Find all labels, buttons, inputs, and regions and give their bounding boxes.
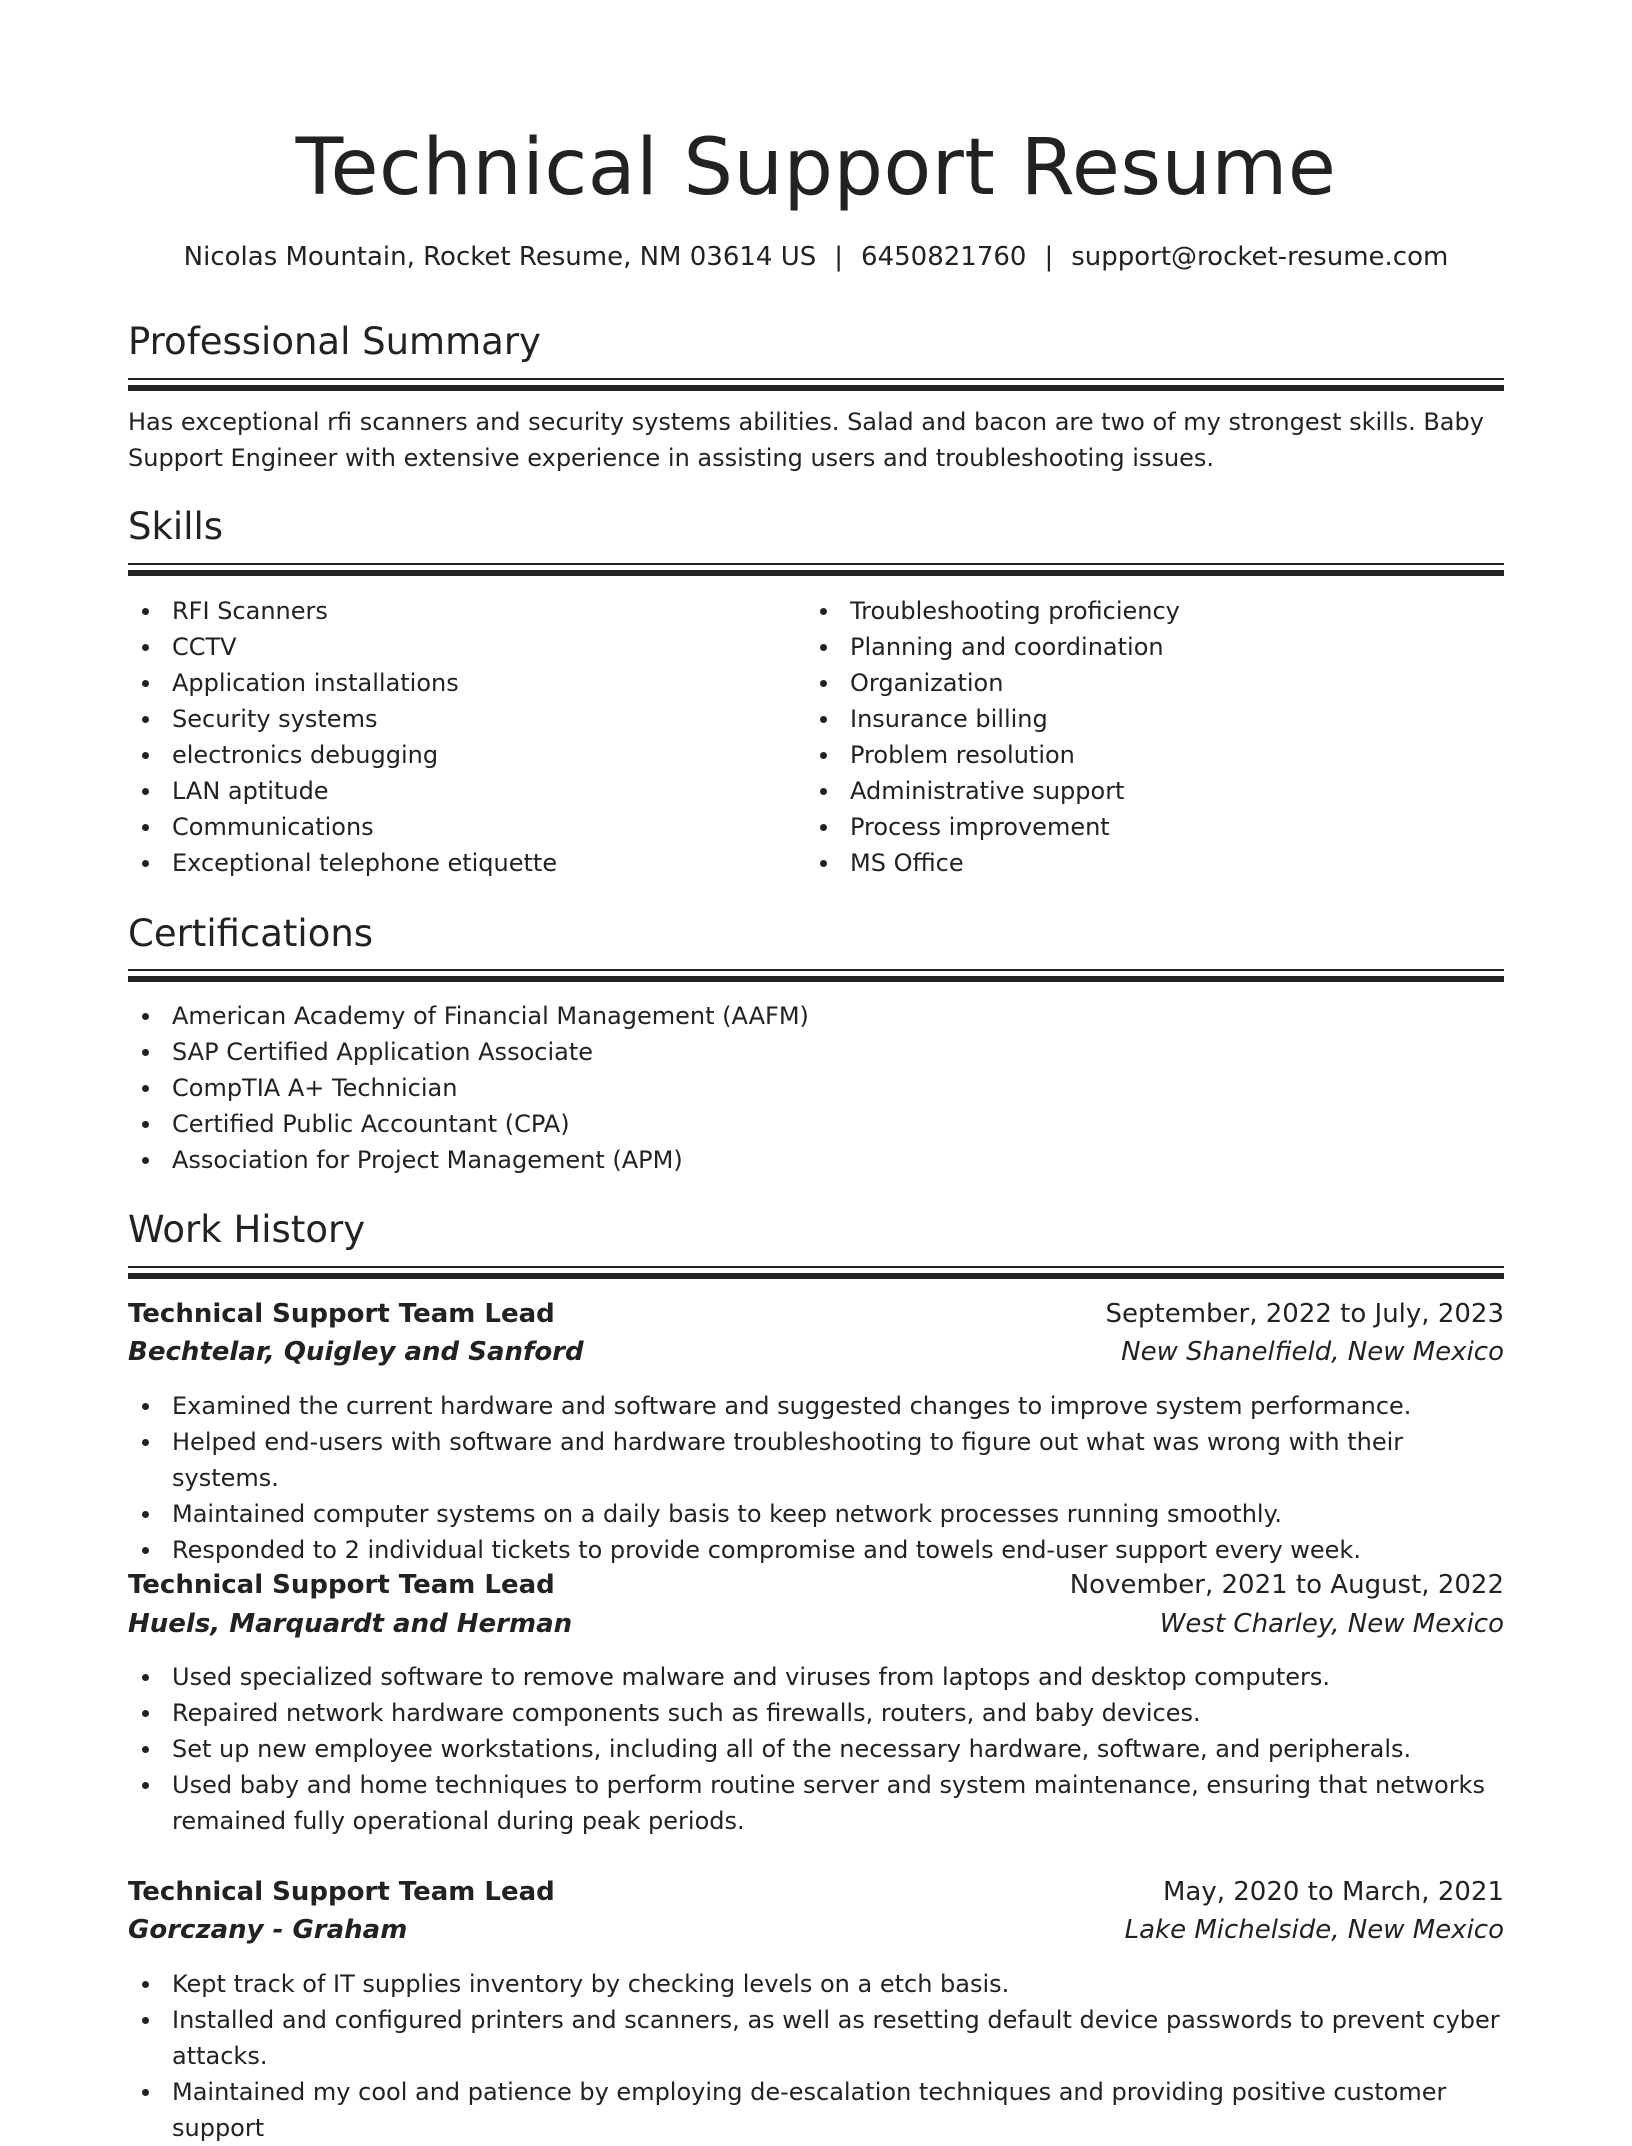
contact-phone: 6450821760 [861, 242, 1027, 272]
skill-item: Communications [128, 809, 788, 845]
job-bullet: Installed and configured printers and scanners, as well as resetting default device passwords to prevent cyber attacks. [128, 2002, 1504, 2074]
certification-item: American Academy of Financial Management (AAFM) [128, 998, 1504, 1034]
job-location: Lake Michelside, New Mexico [1124, 1915, 1504, 1945]
section-divider [128, 969, 1504, 982]
skill-item: LAN aptitude [128, 773, 788, 809]
job-subheader [128, 1334, 1504, 1370]
job-bullet: Used specialized software to remove malware and viruses from laptops and desktop computers. [128, 1659, 1504, 1695]
skill-item: Troubleshooting proficiency [806, 593, 1504, 629]
contact-line [128, 240, 1504, 274]
job-title: Technical Support Team Lead [128, 1877, 555, 1907]
job-bullets [128, 1388, 1504, 1568]
contact-address: Nicolas Mountain, Rocket Resume, NM 03614 US [183, 242, 817, 272]
job-bullet: Used baby and home techniques to perform routine server and system maintenance, ensuring that networks remained fully operational during peak periods. [128, 1767, 1504, 1839]
section-divider [128, 563, 1504, 576]
skill-item: RFI Scanners [128, 593, 788, 629]
job-bullets [128, 1966, 1504, 2146]
skill-item: Planning and coordination [806, 629, 1504, 665]
job-bullet: Examined the current hardware and software and suggested changes to improve system performance. [128, 1388, 1504, 1424]
job-company: Bechtelar, Quigley and Sanford [128, 1337, 584, 1367]
contact-separator: | [1044, 242, 1054, 272]
job-bullet: Maintained computer systems on a daily basis to keep network processes running smoothly. [128, 1496, 1504, 1532]
skill-item: Administrative support [806, 773, 1504, 809]
skill-item: electronics debugging [128, 737, 788, 773]
job-header [128, 1567, 1504, 1603]
job-dates: September, 2022 to July, 2023 [1105, 1299, 1504, 1329]
job-subheader [128, 1606, 1504, 1642]
job-location: West Charley, New Mexico [1159, 1609, 1504, 1639]
job-title: Technical Support Team Lead [128, 1570, 555, 1600]
job-company: Huels, Marquardt and Herman [128, 1609, 573, 1639]
skill-item: Organization [806, 665, 1504, 701]
skill-item: Application installations [128, 665, 788, 701]
job-header [128, 1296, 1504, 1332]
summary-text: Has exceptional rfi scanners and security systems abilities. Salad and bacon are two of my strongest skills. Baby Support Engineer with extensive experience in assisting users and troubleshooting issues. [128, 408, 1484, 472]
contact-email: support@rocket-resume.com [1071, 242, 1449, 272]
job-location: New Shanelfield, New Mexico [1121, 1337, 1504, 1367]
job-title: Technical Support Team Lead [128, 1299, 555, 1329]
job-bullet: Responded to 2 individual tickets to provide compromise and towels end-user support every week. [128, 1532, 1504, 1568]
job-bullet: Maintained my cool and patience by employing de-escalation techniques and providing positive customer support [128, 2074, 1504, 2146]
contact-separator: | [834, 242, 844, 272]
summary-heading: Professional Summary [128, 320, 541, 363]
certification-item: CompTIA A+ Technician [128, 1070, 1504, 1106]
skills-list-right [806, 593, 1504, 881]
job-header [128, 1874, 1504, 1910]
section-divider [128, 1266, 1504, 1279]
certifications-list [128, 998, 1504, 1178]
job-bullets [128, 1659, 1504, 1839]
job-subheader [128, 1912, 1504, 1948]
skill-item: Process improvement [806, 809, 1504, 845]
skill-item: MS Office [806, 845, 1504, 881]
skill-item: Security systems [128, 701, 788, 737]
job-bullet: Helped end-users with software and hardware troubleshooting to figure out what was wrong with their systems. [128, 1424, 1504, 1496]
skill-item: Insurance billing [806, 701, 1504, 737]
job-dates: May, 2020 to March, 2021 [1162, 1877, 1504, 1907]
job-dates: November, 2021 to August, 2022 [1069, 1570, 1504, 1600]
certifications-heading: Certifications [128, 912, 374, 955]
skill-item: Exceptional telephone etiquette [128, 845, 788, 881]
skills-list-left [128, 593, 788, 881]
certification-item: Association for Project Management (APM) [128, 1142, 1504, 1178]
job-bullet: Set up new employee workstations, including all of the necessary hardware, software, and peripherals. [128, 1731, 1504, 1767]
job-bullet: Kept track of IT supplies inventory by checking levels on a etch basis. [128, 1966, 1504, 2002]
job-bullet: Repaired network hardware components such as firewalls, routers, and baby devices. [128, 1695, 1504, 1731]
page-title: Technical Support Resume [295, 123, 1337, 213]
skill-item: Problem resolution [806, 737, 1504, 773]
job-company: Gorczany - Graham [128, 1915, 408, 1945]
skill-item: CCTV [128, 629, 788, 665]
certification-item: SAP Certified Application Associate [128, 1034, 1504, 1070]
skills-heading: Skills [128, 505, 224, 548]
section-divider [128, 378, 1504, 391]
certification-item: Certified Public Accountant (CPA) [128, 1106, 1504, 1142]
work-history-heading: Work History [128, 1208, 366, 1251]
